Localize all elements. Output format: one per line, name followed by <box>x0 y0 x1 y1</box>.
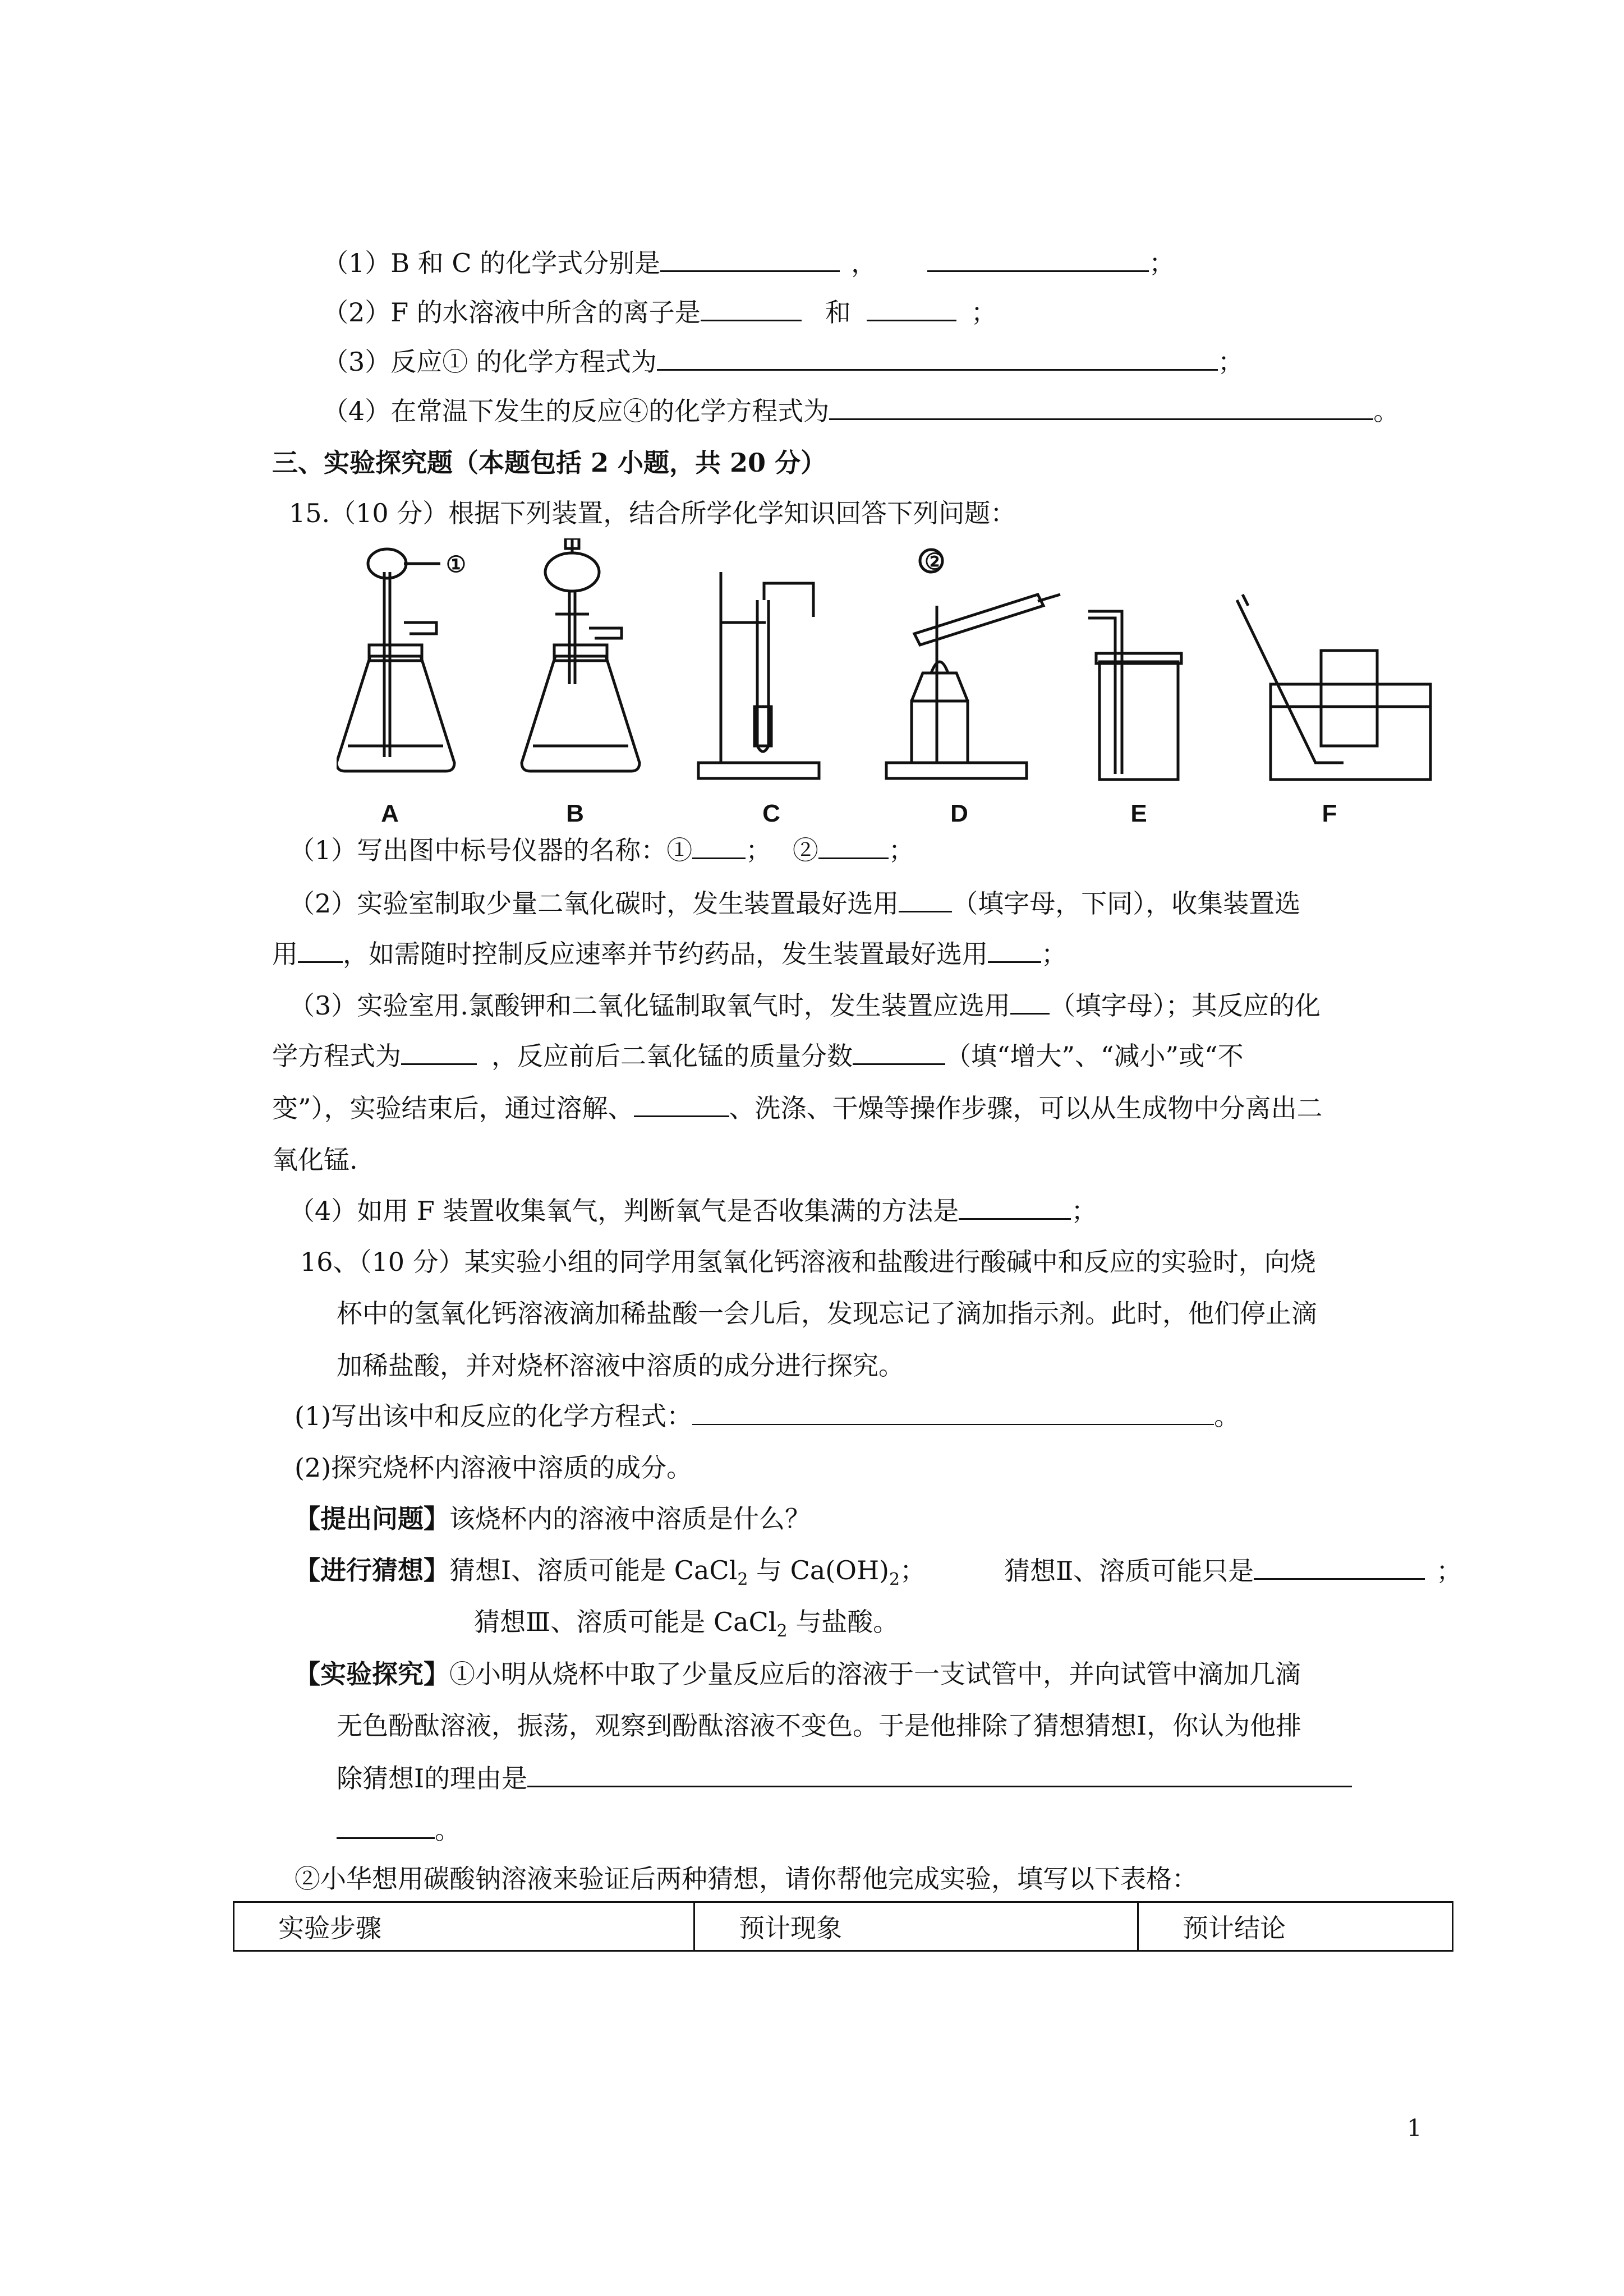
answer-blank[interactable] <box>818 833 889 859</box>
marker-2: ② <box>924 550 945 574</box>
q16-exp-line-4: 。 <box>337 1813 461 1847</box>
label-e: E <box>1130 800 1147 827</box>
exp-tag: 【实验探究】 <box>295 1659 449 1689</box>
guess-tag: 【进行猜想】 <box>295 1555 449 1585</box>
label-b: B <box>566 800 584 827</box>
q16-step-2: (2)探究烧杯内溶液中溶质的成分。 <box>295 1453 693 1483</box>
answer-blank[interactable] <box>634 1091 729 1117</box>
answer-blank[interactable] <box>1010 988 1050 1015</box>
q14-line-2: （2）F 的水溶液中所含的离子是 和 ； <box>323 295 997 329</box>
q15-part-4: （4）如用 F 装置收集氧气，判断氧气是否收集满的方法是 ； <box>289 1193 1097 1228</box>
apparatus-e-gas-jar <box>1088 611 1181 780</box>
table-header-cell: 预计结论 <box>1138 1902 1453 1951</box>
q14-line-4: （4）在常温下发生的反应④的化学方程式为 。 <box>323 394 1399 428</box>
q14-3-text: （3）反应① 的化学方程式为 <box>323 347 657 377</box>
q15-part-3b: 学方程式为 ，反应前后二氧化锰的质量分数 （填“增大”、“减小”或“不 <box>272 1039 1244 1073</box>
q15-part-3a: （3）实验室用.氯酸钾和二氧化锰制取氧气时，发生装置应选用 （填字母）；其反应的化 <box>289 988 1321 1022</box>
q16-guess-line-1: 【进行猜想】猜想Ⅰ、溶质可能是 CaCl$_2$ 与 $Ca(OH)_2$； <box>295 1555 926 1590</box>
answer-blank[interactable] <box>899 886 952 912</box>
answer-blank[interactable] <box>988 937 1041 963</box>
q16-guess-3: 猜想Ⅲ、溶质可能是 CaCl$_2$ 与盐酸。 <box>474 1607 899 1642</box>
page-number: 1 <box>1407 2114 1422 2142</box>
answer-blank[interactable] <box>527 1761 1352 1787</box>
answer-blank[interactable] <box>959 1193 1071 1220</box>
q16-exp-line-1: 【实验探究】①小明从烧杯中取了少量反应后的溶液于一支试管中，并向试管中滴加几滴 <box>295 1659 1301 1689</box>
answer-blank[interactable] <box>692 1399 1214 1425</box>
label-d: D <box>950 800 968 827</box>
q14-2-text: （2）F 的水溶液中所含的离子是 <box>323 297 701 328</box>
q15-part-3d: 氧化锰. <box>272 1145 358 1175</box>
q14-line-1: （1）B 和 C 的化学式分别是 ， ； <box>323 246 1175 280</box>
results-table <box>233 1901 1453 1952</box>
q15-part-1: （1）写出图中标号仪器的名称：① ； ② ； <box>289 833 914 867</box>
answer-blank[interactable] <box>853 1039 945 1065</box>
q16-ask: 【提出问题】该烧杯内的溶液中溶质是什么？ <box>295 1504 811 1534</box>
q16-intro-2: 杯中的氢氧化钙溶液滴加稀盐酸一会儿后，发现忘记了滴加指示剂。此时，他们停止滴 <box>337 1298 1317 1329</box>
q16-intro-3: 加稀盐酸，并对烧杯溶液中溶质的成分进行探究。 <box>337 1350 904 1381</box>
marker-1: ① <box>446 552 466 577</box>
answer-blank[interactable] <box>401 1039 477 1065</box>
q15-intro: 15.（10 分）根据下列装置，结合所学化学知识回答下列问题： <box>289 498 1016 528</box>
q16-exp-line-5: ②小华想用碳酸钠溶液来验证后两种猜想，请你帮他完成实验，填写以下表格： <box>295 1864 1198 1894</box>
answer-blank[interactable] <box>660 246 840 272</box>
table-header-cell: 预计现象 <box>694 1902 1138 1951</box>
answer-blank[interactable] <box>298 937 343 963</box>
answer-blank[interactable] <box>927 246 1149 272</box>
q15-part-2b: 用 ，如需随时控制反应速率并节约药品，发生装置最好选用 ； <box>272 937 1067 971</box>
ask-tag: 【提出问题】 <box>295 1504 449 1534</box>
apparatus-figure <box>337 538 1436 830</box>
q16-step-1: (1)写出该中和反应的化学方程式： 。 <box>295 1399 1240 1433</box>
apparatus-d-heating-setup <box>886 550 1060 778</box>
label-a: A <box>381 800 399 827</box>
answer-blank[interactable] <box>867 295 956 321</box>
answer-blank[interactable] <box>337 1813 435 1839</box>
answer-blank[interactable] <box>701 295 802 321</box>
q14-1-text: （1）B 和 C 的化学式分别是 <box>323 248 661 278</box>
label-f: F <box>1322 800 1337 827</box>
section-3-heading: 三、实验探究题（本题包括 2 小题，共 20 分） <box>272 448 827 478</box>
q15-part-3c: 变”），实验结束后，通过溶解、 、洗涤、干燥等操作步骤，可以从生成物中分离出二 <box>272 1091 1323 1125</box>
q16-intro-1: 16、（10 分）某实验小组的同学用氢氧化钙溶液和盐酸进行酸碱中和反应的实验时，向烧 <box>300 1247 1316 1277</box>
apparatus-c-test-tube-stand <box>698 572 819 778</box>
q14-4-text: （4）在常温下发生的反应④的化学方程式为 <box>323 396 830 426</box>
table-header-row <box>234 1902 1453 1951</box>
q16-guess-2: 猜想Ⅱ、溶质可能只是 ； <box>1004 1553 1462 1588</box>
apparatus-drawing <box>337 538 1436 830</box>
apparatus-a-flask-funnel <box>337 549 454 771</box>
q16-exp-line-2: 无色酚酞溶液，振荡，观察到酚酞溶液不变色。于是他排除了猜想猜想Ⅰ，你认为他排 <box>337 1711 1302 1741</box>
table-header-cell: 实验步骤 <box>234 1902 694 1951</box>
answer-blank[interactable] <box>692 833 746 859</box>
answer-blank[interactable] <box>657 344 1218 371</box>
apparatus-b-flask-separating-funnel <box>522 538 640 771</box>
q16-exp-line-3: 除猜想Ⅰ的理由是 <box>337 1761 1352 1795</box>
q15-part-2a: （2）实验室制取少量二氧化碳时，发生装置最好选用 （填字母，下同），收集装置选 <box>289 886 1300 920</box>
answer-blank[interactable] <box>1254 1553 1425 1580</box>
label-c: C <box>762 800 780 827</box>
apparatus-f-water-trough <box>1237 594 1430 780</box>
q14-line-3: （3）反应① 的化学方程式为 ； <box>323 344 1244 379</box>
apparatus-labels <box>381 550 1337 827</box>
answer-blank[interactable] <box>829 394 1373 420</box>
